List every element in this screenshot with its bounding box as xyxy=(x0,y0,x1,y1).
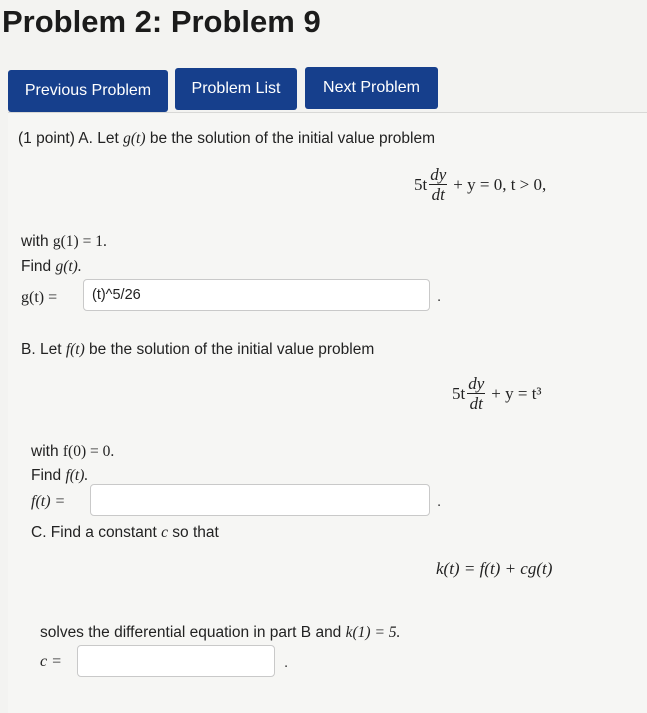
part-a-answer-input[interactable]: (t)^5/26 xyxy=(83,279,430,311)
part-a-intro: (1 point) A. Let g(t) be the solution of the initial value problem xyxy=(18,130,436,147)
part-a-equation: 5t $\frac{dy}{dt}$ + y = 0, t > 0, xyxy=(414,165,547,204)
problem-panel xyxy=(8,112,647,713)
part-b-answer-label: f(t) = xyxy=(31,493,66,510)
part-c-equation: k(t) = f(t) + cg(t) xyxy=(436,559,553,578)
part-c-condition-text: solves the differential equation in part B and k(1) = 5. xyxy=(40,624,401,641)
previous-problem-button[interactable]: Previous Problem xyxy=(8,70,168,112)
next-problem-button[interactable]: Next Problem xyxy=(305,67,438,109)
part-b-intro: B. Let f(t) be the solution of the initial value problem xyxy=(21,341,375,358)
part-c-intro: C. Find a constant c so that xyxy=(31,524,219,541)
part-b-equation: 5t $\frac{dy}{dt}$ + y = t³ xyxy=(452,374,542,413)
part-a-initial-condition: with g(1) = 1. xyxy=(21,233,107,250)
part-a-period: . xyxy=(437,288,442,305)
part-b-answer-input[interactable] xyxy=(90,484,430,516)
part-c-answer-input[interactable] xyxy=(77,645,275,677)
problem-list-button[interactable]: Problem List xyxy=(175,68,297,110)
part-b-find: Find f(t). xyxy=(31,467,89,484)
part-c-answer-label: c = xyxy=(40,653,62,670)
part-c-period: . xyxy=(284,654,289,671)
part-b-initial-condition: with f(0) = 0. xyxy=(31,443,115,460)
page-title: Problem 2: Problem 9 xyxy=(2,4,321,39)
part-a-answer-label: g(t) = xyxy=(21,289,58,306)
part-b-period: . xyxy=(437,493,442,510)
part-a-find: Find g(t). xyxy=(21,258,82,275)
